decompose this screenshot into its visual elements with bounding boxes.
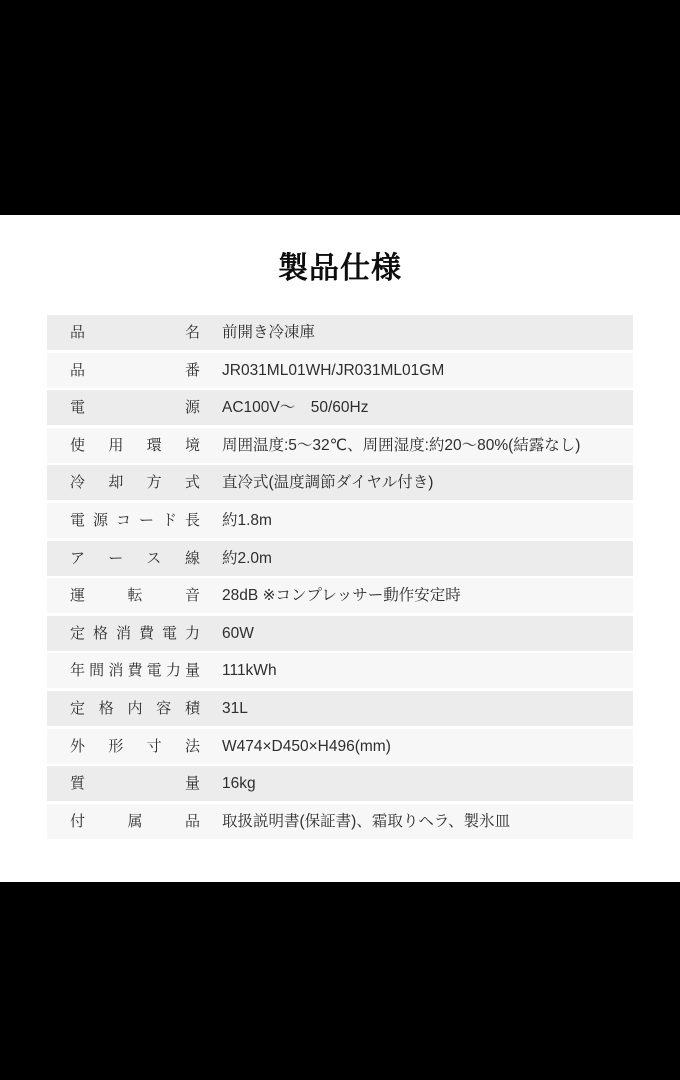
spec-label: 冷却方式 (70, 474, 200, 492)
spec-label: 質量 (70, 775, 200, 793)
spec-label: 定格消費電力 (70, 624, 200, 642)
spec-row (47, 804, 633, 839)
spec-label: 定格内容積 (70, 699, 200, 717)
spec-row (47, 691, 633, 726)
spec-row (47, 503, 633, 538)
spec-row (47, 465, 633, 500)
spec-label: 年間消費電力量 (70, 662, 200, 680)
spec-value: 28dB ※コンプレッサー動作安定時 (222, 587, 461, 605)
spec-label: 外形寸法 (70, 737, 200, 755)
spec-value: JR031ML01WH/JR031ML01GM (222, 361, 445, 379)
spec-value: 約1.8m (222, 511, 272, 529)
spec-row (47, 578, 633, 613)
bottom-letterbox (0, 882, 680, 1080)
spec-value: 約2.0m (222, 549, 272, 567)
spec-row (47, 729, 633, 764)
spec-row (47, 541, 633, 576)
spec-row (47, 353, 633, 388)
spec-value: 31L (222, 699, 248, 717)
spec-row (47, 766, 633, 801)
spec-value: 60W (222, 624, 254, 642)
spec-value: 111kWh (222, 662, 277, 680)
spec-value: 周囲温度:5～32℃、周囲湿度:約20～80%(結露なし) (222, 436, 581, 454)
spec-label: 品名 (70, 324, 200, 341)
spec-label: 使用環境 (70, 436, 200, 454)
spec-label: 品番 (70, 361, 200, 379)
spec-value: 取扱説明書(保証書)、霜取りヘラ、製氷皿 (222, 812, 511, 830)
spec-label: アース線 (70, 549, 200, 567)
spec-table (47, 315, 633, 839)
spec-label: 電源 (70, 399, 200, 417)
section-title: 製品仕様 (278, 252, 402, 285)
spec-label: 運転音 (70, 587, 200, 605)
spec-value: AC100V～ 50/60Hz (222, 399, 369, 417)
spec-value: 前開き冷凍庫 (222, 324, 316, 341)
spec-label: 付属品 (70, 812, 200, 830)
spec-label: 電源コード長 (70, 511, 200, 529)
top-letterbox (0, 0, 680, 215)
spec-value: 直冷式(温度調節ダイヤル付き) (222, 474, 434, 492)
spec-sheet (0, 215, 680, 882)
spec-row (47, 616, 633, 651)
spec-value: 16kg (222, 775, 256, 793)
spec-row (47, 653, 633, 688)
spec-row (47, 390, 633, 425)
spec-row (47, 315, 633, 350)
spec-value: W474×D450×H496(mm) (222, 737, 391, 755)
spec-row (47, 428, 633, 463)
